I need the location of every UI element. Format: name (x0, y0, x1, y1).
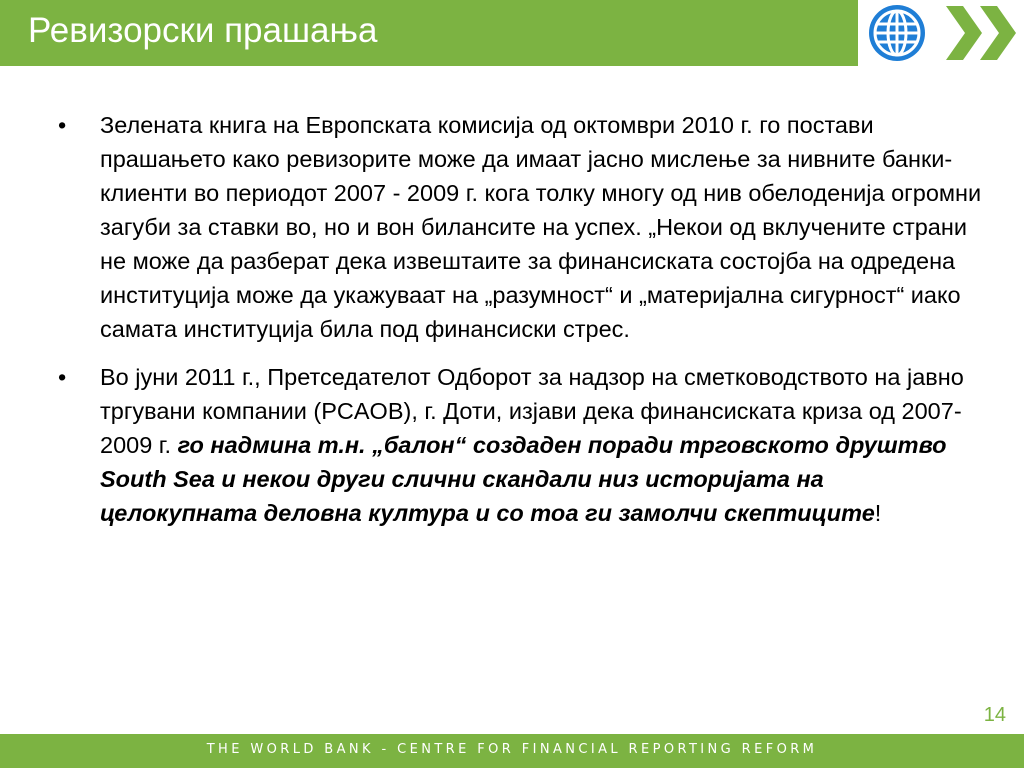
slide-title: Ревизорски прашања (28, 11, 378, 50)
slide-number: 14 (983, 704, 1006, 726)
world-bank-logo (858, 0, 936, 66)
footer-bar (0, 734, 1024, 768)
bullet-marker: • (58, 364, 67, 390)
bullet-text: ! (874, 500, 882, 526)
bullet-marker: • (58, 112, 67, 138)
globe-icon (863, 0, 931, 66)
footer-text: THE WORLD BANK - CENTRE FOR FINANCIAL REPORTING REFORM (206, 742, 818, 757)
double-chevron-icon (936, 0, 1024, 66)
bullet-text: Во јуни 2011 г., Претседателот Одборот за надзор на сметководството на јавно тргувани компании (PCAOB), г. Доти, изјави дека финансиската криза од 2007-2009 г. (100, 364, 964, 458)
bullet-item (54, 108, 984, 346)
chevron-decoration (936, 0, 1024, 66)
emphasized-text: го надмина т.н. „балон“ создаден поради трговското друштво South Sea и некои други слични скандали низ историјата на целокупната деловна култура и со тоа ги замолчи скептиците (100, 432, 947, 526)
bullet-item (54, 360, 984, 530)
bullet-list (54, 108, 984, 530)
bullet-text: Зелената книга на Европската комисија од октомври 2010 г. го постави прашањето како ревизорите може да имаат јасно мислење за нивните банки-клиенти во периодот 2007 - 2009 г. кога толку многу од нив обелоденија огромни загуби за ставки во, но и вон билансите на успех. „Некои од вклучените страни не може да разберат дека извештаите за финансиската состојба на одредена институција може да укажуваат на „разумност“ и „материјална сигурност“ иако самата институција била под финансиски стрес. (100, 112, 982, 342)
title-bar (0, 0, 858, 66)
